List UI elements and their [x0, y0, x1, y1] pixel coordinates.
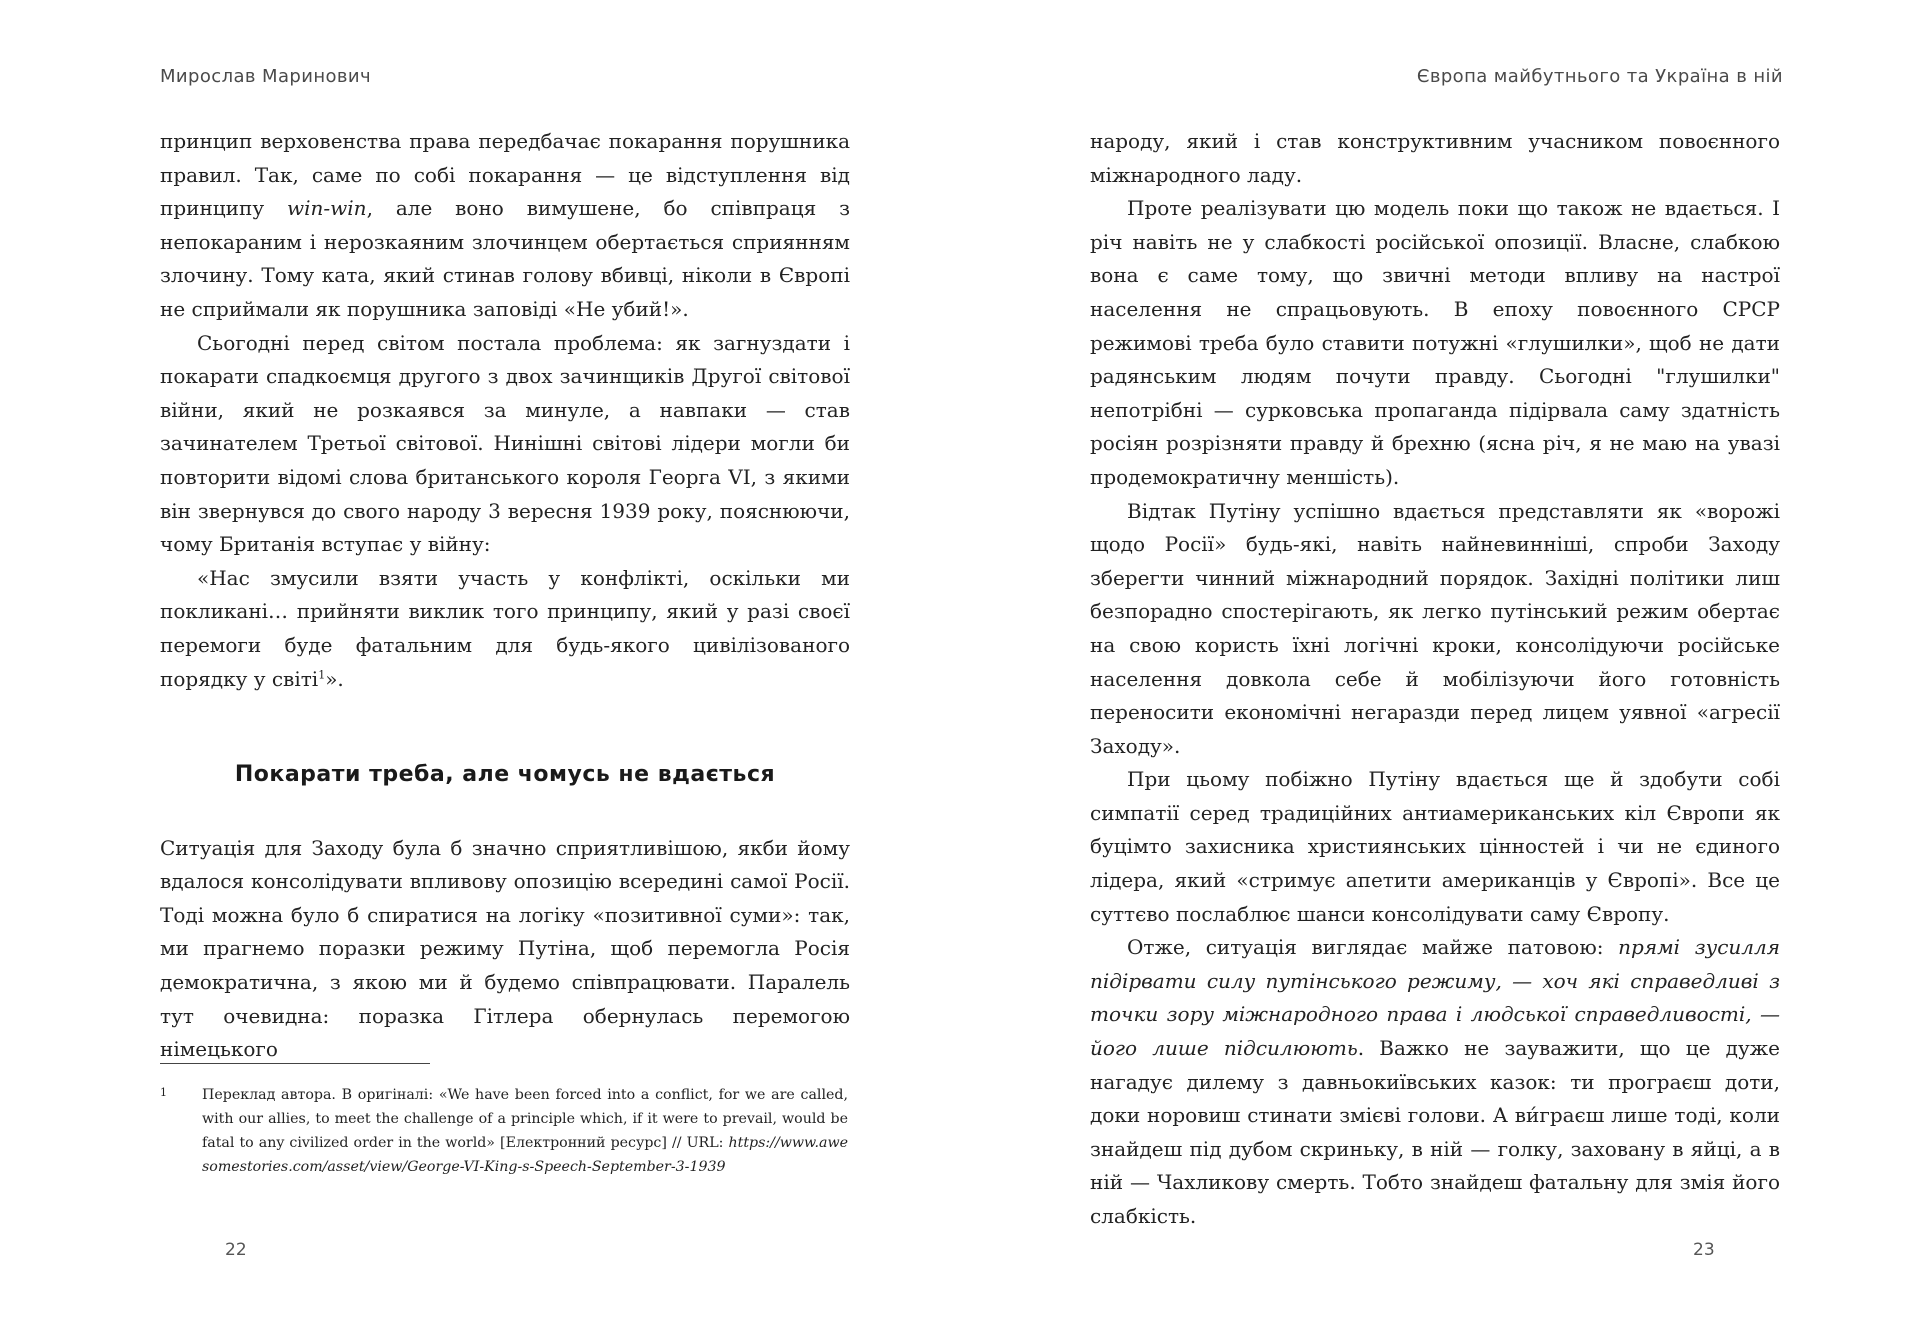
page-number: 23	[1693, 1240, 1715, 1260]
text-run: ».	[325, 666, 344, 691]
page-number: 22	[225, 1240, 247, 1260]
footnote-ref: 1	[318, 667, 326, 681]
quote-paragraph	[160, 562, 850, 696]
running-head-title: Європа майбутнього та Україна в ній	[1416, 66, 1783, 87]
paragraph: Відтак Путіну успішно вдається представляти як «ворожі щодо Росії» будь-які, навіть найневинніші, спроби Заходу зберегти чинний міжнародний порядок. Західні політики лиш безпорадно спостерігають, як легко путінський режим обертає на свою користь їхні логічні кроки, консолідуючи російське населення довкола себе й мобілізуючи його готовність переносити економічні негаразди перед лицем уявної «агресії Заходу».	[1090, 498, 1780, 758]
text-run: «Нас змусили взяти участь у конфлікті, оскільки ми покликані… прийняти виклик того принципу, який у разі своєї перемоги буде фатальним для будь-якого цивілізованого порядку у світі	[160, 565, 850, 691]
paragraph	[160, 125, 850, 327]
paragraph: Ситуація для Заходу була б значно сприятливішою, якби йому вдалося консолідувати впливову опозицію всередині самої Росії. Тоді можна було б спиратися на логіку «позитивної суми»: так, ми прагнемо поразки режиму Путіна, щоб перемогла Росія демократична, з якою ми й будемо співпрацювати. Паралель тут очевидна: поразка Гітлера обернулась перемогою німецького	[160, 835, 850, 1062]
paragraph	[1090, 931, 1780, 1233]
right-page	[960, 0, 1920, 1325]
footnote-divider	[160, 1063, 430, 1064]
footnote-number: 1	[160, 1086, 167, 1099]
section-heading: Покарати треба, але чомусь не вдається	[234, 762, 776, 788]
paragraph: Проте реалізувати цю модель поки що також не вдається. І річ навіть не у слабкості російської опозиції. Власне, слабкою вона є саме тому, що звичні методи впливу на настрої населення не спрацьовують. В епоху повоєнного СРСР режимові треба було ставити потужні «глушилки», щоб не дати радянським людям почути правду. Сьогодні "глушилки" непотрібні — сурковська пропаганда підірвала саму здатність росіян розрізняти правду й брехню (ясна річ, я не маю на увазі продемократичну меншість).	[1090, 196, 1780, 489]
left-body-text	[160, 125, 850, 1067]
text-run: принцип верховенства права передбачає покарання порушника правил. Так, саме по собі покарання — це відступлення від принципу	[160, 129, 850, 221]
running-head-author: Мирослав Маринович	[160, 66, 372, 87]
text-run: , але воно вимушене, бо співпраця з непокараним і нерозкаяним злочинцем обертається сприянням злочину. Тому ката, який стинав голову вбивці, ніколи в Європі не сприймали як порушника заповіді «Не убий!».	[160, 196, 851, 321]
text-run: . Важко не зауважити, що це дуже нагадує дилему з давньокиївських казок: ти програєш доти, доки норовиш стинати змієві голови. А ви́граєш лише тоді, коли знайдеш під дубом скриньку, в ній — голку, заховану в яйці, а в ній — Чахликову смерть. Тобто знайдеш фатальну для змія його слабкість.	[1090, 1036, 1780, 1228]
footnote	[160, 1083, 850, 1179]
right-body-text	[1090, 125, 1780, 1234]
footnote-body: Переклад автора. В оригіналі: «We have been forced into a conflict, for we are called, with our allies, to meet the challenge of a principle which, if it were to prevail, would be fatal to any civilized order in the world» [Електронний ресурс] // URL:	[202, 1087, 848, 1151]
footnote-url[interactable]: https://www.awesomestories.com/asset/view/George-VI-King-s-Speech-September-3-1939	[202, 1135, 848, 1175]
italic-term: win-win	[287, 196, 367, 221]
footnote-text	[202, 1083, 848, 1179]
paragraph: народу, який і став конструктивним учасником повоєнного міжнародного ладу.	[1090, 129, 1780, 187]
text-run: Отже, ситуація виглядає майже патовою:	[1127, 935, 1604, 960]
paragraph: При цьому побіжно Путіну вдається ще й здобути собі симпатії серед традиційних антиамериканських кіл Європи як буцімто захисника християнських цінностей і чи не єдиного лідера, який «стримує апетити американців у Європі». Все це суттєво послаблює шанси консолідувати саму Європу.	[1090, 767, 1780, 926]
paragraph: Сьогодні перед світом постала проблема: як загнуздати і покарати спадкоємця другого з двох зачинщиків Другої світової війни, який не розкаявся за минуле, а навпаки — став зачинателем Третьої світової. Нинішні світові лідери могли би повторити відомі слова британського короля Георга VI, з якими він звернувся до свого народу 3 вересня 1939 року, пояснюючи, чому Британія вступає у війну:	[160, 330, 850, 557]
italic-passage: прямі зусилля підірвати силу путінського режиму, — хоч які справедливі з точки зору міжнародного права і людської справедливості, — його лише підсилюють	[1090, 935, 1780, 1061]
